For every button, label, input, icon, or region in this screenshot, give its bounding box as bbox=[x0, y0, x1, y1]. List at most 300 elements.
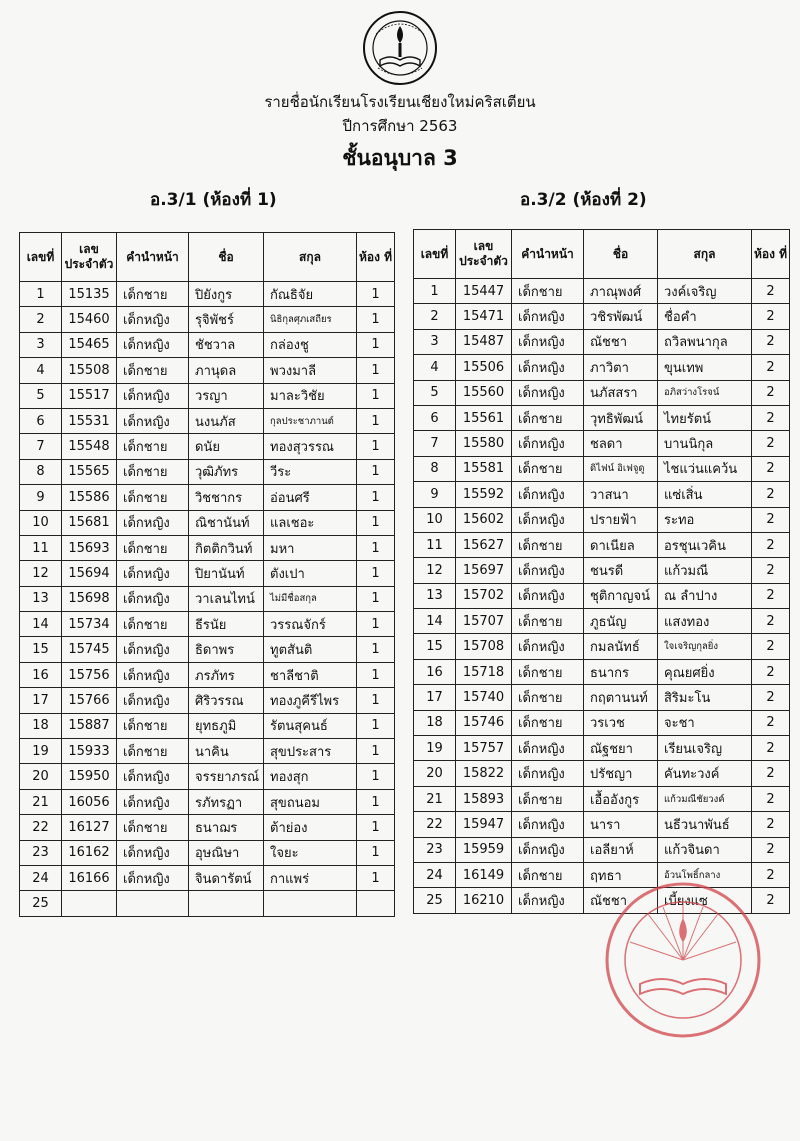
table-row bbox=[414, 786, 790, 811]
cell-id: 16149 bbox=[456, 862, 512, 887]
cell-no: 3 bbox=[414, 329, 456, 354]
cell-name: นงนภัส bbox=[189, 408, 264, 433]
col-no: เลขที่ bbox=[414, 230, 456, 279]
table-row bbox=[414, 685, 790, 710]
cell-prefix: เด็กหญิง bbox=[512, 431, 584, 456]
table-header-row bbox=[20, 233, 395, 282]
cell-name: ชัชวาล bbox=[189, 332, 264, 357]
cell-id: 16127 bbox=[62, 815, 117, 840]
cell-surname: กัณธิจัย bbox=[264, 282, 357, 307]
table-row bbox=[20, 662, 395, 687]
cell-room: 2 bbox=[752, 862, 790, 887]
cell-room: 1 bbox=[357, 307, 395, 332]
cell-no: 10 bbox=[414, 507, 456, 532]
cell-prefix bbox=[117, 891, 189, 916]
cell-id: 15602 bbox=[456, 507, 512, 532]
cell-prefix: เด็กชาย bbox=[117, 282, 189, 307]
cell-no: 22 bbox=[20, 815, 62, 840]
cell-no: 25 bbox=[414, 888, 456, 913]
cell-no: 18 bbox=[20, 713, 62, 738]
cell-name: ณัชชา bbox=[584, 888, 658, 913]
cell-prefix: เด็กหญิง bbox=[512, 812, 584, 837]
cell-surname: แก้วจินดา bbox=[658, 837, 752, 862]
cell-name: อุษณิษา bbox=[189, 840, 264, 865]
cell-room: 1 bbox=[357, 637, 395, 662]
cell-prefix: เด็กชาย bbox=[117, 815, 189, 840]
cell-no: 11 bbox=[414, 532, 456, 557]
cell-name: ภรภัทร bbox=[189, 662, 264, 687]
cell-room: 1 bbox=[357, 612, 395, 637]
cell-id: 16166 bbox=[62, 865, 117, 890]
col-surname: สกุล bbox=[658, 230, 752, 279]
cell-prefix: เด็กชาย bbox=[512, 405, 584, 430]
table-row bbox=[20, 891, 395, 916]
table-row bbox=[20, 434, 395, 459]
cell-name: เอลียาห์ bbox=[584, 837, 658, 862]
cell-room: 2 bbox=[752, 685, 790, 710]
cell-prefix: เด็กหญิง bbox=[512, 355, 584, 380]
cell-prefix: เด็กหญิง bbox=[117, 662, 189, 687]
cell-prefix: เด็กชาย bbox=[512, 532, 584, 557]
cell-surname: ไม่มีชื่อสกุล bbox=[264, 586, 357, 611]
cell-name: วรเวช bbox=[584, 710, 658, 735]
cell-no: 8 bbox=[414, 456, 456, 481]
cell-id: 15746 bbox=[456, 710, 512, 735]
table-row bbox=[20, 485, 395, 510]
cell-prefix: เด็กชาย bbox=[512, 786, 584, 811]
cell-surname: อ่อนศรี bbox=[264, 485, 357, 510]
academic-year: ปีการศึกษา 2563 bbox=[342, 117, 458, 135]
table-row bbox=[414, 837, 790, 862]
cell-name: ศิริวรรณ bbox=[189, 688, 264, 713]
cell-name: ชลดา bbox=[584, 431, 658, 456]
cell-surname: กุลประชาภานต์ bbox=[264, 408, 357, 433]
cell-prefix: เด็กหญิง bbox=[512, 736, 584, 761]
cell-surname: อรชุนเวคิน bbox=[658, 532, 752, 557]
cell-no: 14 bbox=[414, 609, 456, 634]
cell-prefix: เด็กชาย bbox=[512, 609, 584, 634]
cell-room: 2 bbox=[752, 431, 790, 456]
cell-name: ภานุดล bbox=[189, 358, 264, 383]
cell-prefix: เด็กชาย bbox=[117, 485, 189, 510]
cell-no: 3 bbox=[20, 332, 62, 357]
cell-no: 2 bbox=[20, 307, 62, 332]
cell-id: 15707 bbox=[456, 609, 512, 634]
cell-name: วชิรพัฒน์ bbox=[584, 304, 658, 329]
cell-name bbox=[189, 891, 264, 916]
cell-prefix: เด็กหญิง bbox=[512, 482, 584, 507]
cell-surname: อภิสว่างโรจน์ bbox=[658, 380, 752, 405]
cell-no: 6 bbox=[414, 405, 456, 430]
cell-name: วุทธิพัฒน์ bbox=[584, 405, 658, 430]
cell-room bbox=[357, 891, 395, 916]
cell-prefix: เด็กชาย bbox=[117, 434, 189, 459]
cell-id: 16162 bbox=[62, 840, 117, 865]
cell-prefix: เด็กหญิง bbox=[117, 383, 189, 408]
cell-prefix: เด็กหญิง bbox=[117, 510, 189, 535]
cell-prefix: เด็กหญิง bbox=[117, 865, 189, 890]
cell-id: 15135 bbox=[62, 282, 117, 307]
cell-prefix: เด็กชาย bbox=[512, 456, 584, 481]
cell-room: 2 bbox=[752, 405, 790, 430]
table-row bbox=[20, 408, 395, 433]
cell-no: 23 bbox=[414, 837, 456, 862]
table-row bbox=[414, 279, 790, 304]
cell-id: 15745 bbox=[62, 637, 117, 662]
cell-id: 15517 bbox=[62, 383, 117, 408]
cell-surname: ตังเปา bbox=[264, 561, 357, 586]
room1-title: อ.3/1 (ห้องที่ 1) bbox=[150, 190, 277, 210]
cell-no: 7 bbox=[20, 434, 62, 459]
cell-no: 10 bbox=[20, 510, 62, 535]
cell-room: 1 bbox=[357, 815, 395, 840]
cell-prefix: เด็กชาย bbox=[512, 685, 584, 710]
cell-room: 2 bbox=[752, 329, 790, 354]
cell-prefix: เด็กหญิง bbox=[117, 789, 189, 814]
cell-room: 2 bbox=[752, 482, 790, 507]
cell-surname: ระทอ bbox=[658, 507, 752, 532]
table-row bbox=[20, 764, 395, 789]
cell-room: 2 bbox=[752, 812, 790, 837]
cell-surname: พวงมาลี bbox=[264, 358, 357, 383]
cell-surname: มาละวิชัย bbox=[264, 383, 357, 408]
school-title: รายชื่อนักเรียนโรงเรียนเชียงใหม่คริสเตียน bbox=[264, 93, 536, 111]
col-name: ชื่อ bbox=[189, 233, 264, 282]
cell-prefix: เด็กหญิง bbox=[512, 583, 584, 608]
cell-prefix: เด็กหญิง bbox=[512, 761, 584, 786]
cell-surname: สุขถนอม bbox=[264, 789, 357, 814]
cell-room: 2 bbox=[752, 710, 790, 735]
table-row bbox=[20, 358, 395, 383]
cell-prefix: เด็กหญิง bbox=[117, 408, 189, 433]
cell-name: ณัชชา bbox=[584, 329, 658, 354]
cell-room: 1 bbox=[357, 713, 395, 738]
cell-name: ดิไฟน์ อิเฟจูดู bbox=[584, 456, 658, 481]
cell-id: 15694 bbox=[62, 561, 117, 586]
cell-no: 2 bbox=[414, 304, 456, 329]
table-header-row bbox=[414, 230, 790, 279]
cell-no: 18 bbox=[414, 710, 456, 735]
cell-id: 15950 bbox=[62, 764, 117, 789]
cell-prefix: เด็กชาย bbox=[117, 612, 189, 637]
cell-room: 1 bbox=[357, 383, 395, 408]
table-row bbox=[414, 405, 790, 430]
cell-prefix: เด็กหญิง bbox=[117, 688, 189, 713]
cell-surname: วงค์เจริญ bbox=[658, 279, 752, 304]
cell-prefix: เด็กชาย bbox=[512, 659, 584, 684]
table-row bbox=[414, 812, 790, 837]
cell-prefix: เด็กชาย bbox=[117, 535, 189, 560]
cell-no: 14 bbox=[20, 612, 62, 637]
table-row bbox=[20, 282, 395, 307]
cell-no: 15 bbox=[20, 637, 62, 662]
cell-surname: เบี้ยงแซ bbox=[658, 888, 752, 913]
cell-no: 21 bbox=[414, 786, 456, 811]
cell-no: 16 bbox=[414, 659, 456, 684]
cell-id: 15592 bbox=[456, 482, 512, 507]
cell-name: กฤตานนท์ bbox=[584, 685, 658, 710]
cell-surname: ใจเจริญกุลยิ่ง bbox=[658, 634, 752, 659]
cell-surname: คุณยศยิ่ง bbox=[658, 659, 752, 684]
cell-id: 15580 bbox=[456, 431, 512, 456]
cell-id: 15460 bbox=[62, 307, 117, 332]
table-row bbox=[414, 507, 790, 532]
table-row bbox=[20, 815, 395, 840]
cell-room: 1 bbox=[357, 459, 395, 484]
cell-no: 19 bbox=[20, 739, 62, 764]
cell-id: 15581 bbox=[456, 456, 512, 481]
cell-id: 15893 bbox=[456, 786, 512, 811]
table-row bbox=[414, 634, 790, 659]
cell-surname: เรียนเจริญ bbox=[658, 736, 752, 761]
cell-room: 2 bbox=[752, 761, 790, 786]
cell-id: 15506 bbox=[456, 355, 512, 380]
school-seal-icon bbox=[362, 10, 438, 86]
cell-no: 9 bbox=[414, 482, 456, 507]
col-name: ชื่อ bbox=[584, 230, 658, 279]
cell-room: 2 bbox=[752, 659, 790, 684]
cell-id: 15740 bbox=[456, 685, 512, 710]
cell-id: 15586 bbox=[62, 485, 117, 510]
cell-name: ธีรนัย bbox=[189, 612, 264, 637]
table-row bbox=[20, 535, 395, 560]
cell-name: วิชชากร bbox=[189, 485, 264, 510]
cell-name: ธนากร bbox=[584, 659, 658, 684]
school-stamp-icon bbox=[598, 880, 768, 1040]
cell-room: 2 bbox=[752, 304, 790, 329]
cell-name: ยุทธภูมิ bbox=[189, 713, 264, 738]
cell-no: 4 bbox=[414, 355, 456, 380]
cell-no: 12 bbox=[20, 561, 62, 586]
cell-prefix: เด็กหญิง bbox=[117, 840, 189, 865]
table-row bbox=[414, 431, 790, 456]
table-row bbox=[414, 380, 790, 405]
cell-no: 15 bbox=[414, 634, 456, 659]
cell-name: กมลนัทธ์ bbox=[584, 634, 658, 659]
cell-room: 1 bbox=[357, 865, 395, 890]
cell-room: 1 bbox=[357, 408, 395, 433]
cell-name: นภัสสรา bbox=[584, 380, 658, 405]
cell-prefix: เด็กชาย bbox=[512, 710, 584, 735]
cell-no: 16 bbox=[20, 662, 62, 687]
cell-name: ชุติกาญจน์ bbox=[584, 583, 658, 608]
cell-id: 15548 bbox=[62, 434, 117, 459]
cell-prefix: เด็กชาย bbox=[117, 358, 189, 383]
cell-room: 2 bbox=[752, 786, 790, 811]
cell-id: 15531 bbox=[62, 408, 117, 433]
cell-room: 1 bbox=[357, 764, 395, 789]
class-level: ชั้นอนุบาล 3 bbox=[342, 146, 458, 170]
cell-id: 15766 bbox=[62, 688, 117, 713]
cell-no: 21 bbox=[20, 789, 62, 814]
cell-no: 23 bbox=[20, 840, 62, 865]
cell-prefix: เด็กหญิง bbox=[512, 837, 584, 862]
table-row bbox=[20, 865, 395, 890]
cell-surname: ไชแว่นแคว้น bbox=[658, 456, 752, 481]
cell-room: 2 bbox=[752, 634, 790, 659]
table-row bbox=[20, 510, 395, 535]
cell-prefix: เด็กหญิง bbox=[512, 329, 584, 354]
cell-no: 20 bbox=[414, 761, 456, 786]
room2-table bbox=[413, 229, 790, 914]
cell-prefix: เด็กหญิง bbox=[117, 332, 189, 357]
cell-id: 15627 bbox=[456, 532, 512, 557]
cell-surname: ทองภูคีรีไพร bbox=[264, 688, 357, 713]
cell-id: 15718 bbox=[456, 659, 512, 684]
cell-no: 6 bbox=[20, 408, 62, 433]
cell-name: รภัทรฏา bbox=[189, 789, 264, 814]
cell-name: ดาเนียล bbox=[584, 532, 658, 557]
cell-no: 20 bbox=[20, 764, 62, 789]
cell-no: 13 bbox=[414, 583, 456, 608]
cell-id: 15465 bbox=[62, 332, 117, 357]
table-row bbox=[20, 332, 395, 357]
cell-surname: ถวิลพนากุล bbox=[658, 329, 752, 354]
cell-surname: รัตนสุคนธ์ bbox=[264, 713, 357, 738]
cell-surname: แสงทอง bbox=[658, 609, 752, 634]
table-row bbox=[414, 736, 790, 761]
cell-surname: ทองสุก bbox=[264, 764, 357, 789]
cell-id: 16210 bbox=[456, 888, 512, 913]
col-no: เลขที่ bbox=[20, 233, 62, 282]
cell-id: 15756 bbox=[62, 662, 117, 687]
col-id: เลข ประจำตัว bbox=[62, 233, 117, 282]
cell-no: 13 bbox=[20, 586, 62, 611]
cell-room: 2 bbox=[752, 532, 790, 557]
cell-name: วาสนา bbox=[584, 482, 658, 507]
cell-id: 15757 bbox=[456, 736, 512, 761]
cell-name: ภูธนัญ bbox=[584, 609, 658, 634]
table-row bbox=[20, 840, 395, 865]
table-row bbox=[414, 558, 790, 583]
cell-room: 2 bbox=[752, 837, 790, 862]
cell-no: 5 bbox=[414, 380, 456, 405]
cell-room: 1 bbox=[357, 485, 395, 510]
cell-room: 1 bbox=[357, 332, 395, 357]
cell-room: 1 bbox=[357, 586, 395, 611]
cell-id: 15508 bbox=[62, 358, 117, 383]
cell-prefix: เด็กหญิง bbox=[512, 304, 584, 329]
table-row bbox=[414, 482, 790, 507]
col-room: ห้อง ที่ bbox=[357, 233, 395, 282]
table-row bbox=[414, 329, 790, 354]
col-id: เลข ประจำตัว bbox=[456, 230, 512, 279]
cell-surname: แก้วมณีชัยวงค์ bbox=[658, 786, 752, 811]
cell-id: 15947 bbox=[456, 812, 512, 837]
table-row bbox=[414, 304, 790, 329]
cell-no: 4 bbox=[20, 358, 62, 383]
cell-surname: สิริมะโน bbox=[658, 685, 752, 710]
cell-name: วุฒิภัทร bbox=[189, 459, 264, 484]
cell-name: จรรยาภรณ์ bbox=[189, 764, 264, 789]
cell-surname: วีระ bbox=[264, 459, 357, 484]
cell-name: รุจิพัชร์ bbox=[189, 307, 264, 332]
cell-room: 1 bbox=[357, 688, 395, 713]
cell-room: 1 bbox=[357, 434, 395, 459]
cell-surname: สุขประสาร bbox=[264, 739, 357, 764]
cell-name: ดนัย bbox=[189, 434, 264, 459]
cell-surname: กาแพร่ bbox=[264, 865, 357, 890]
cell-surname: จะชา bbox=[658, 710, 752, 735]
cell-name: วาเลนไทน์ bbox=[189, 586, 264, 611]
table-row bbox=[414, 609, 790, 634]
cell-no: 24 bbox=[414, 862, 456, 887]
cell-no: 5 bbox=[20, 383, 62, 408]
cell-room: 1 bbox=[357, 840, 395, 865]
cell-prefix: เด็กหญิง bbox=[117, 586, 189, 611]
table-row bbox=[414, 532, 790, 557]
cell-id: 15560 bbox=[456, 380, 512, 405]
cell-room: 1 bbox=[357, 535, 395, 560]
table-row bbox=[20, 612, 395, 637]
cell-name: ธิดาพร bbox=[189, 637, 264, 662]
cell-id: 15822 bbox=[456, 761, 512, 786]
col-room: ห้อง ที่ bbox=[752, 230, 790, 279]
cell-name: เอื้ออังกูร bbox=[584, 786, 658, 811]
cell-surname: บานนิกุล bbox=[658, 431, 752, 456]
cell-name: ณัฐชยา bbox=[584, 736, 658, 761]
table-row bbox=[414, 355, 790, 380]
cell-surname: ต้าย่อง bbox=[264, 815, 357, 840]
cell-name: ภาวิตา bbox=[584, 355, 658, 380]
cell-id: 16056 bbox=[62, 789, 117, 814]
cell-surname: มหา bbox=[264, 535, 357, 560]
col-prefix: คำนำหน้า bbox=[512, 230, 584, 279]
cell-room: 2 bbox=[752, 888, 790, 913]
cell-name: กิตติกวินท์ bbox=[189, 535, 264, 560]
cell-prefix: เด็กชาย bbox=[117, 459, 189, 484]
cell-no: 17 bbox=[20, 688, 62, 713]
cell-prefix: เด็กหญิง bbox=[512, 888, 584, 913]
cell-id: 15487 bbox=[456, 329, 512, 354]
table-row bbox=[414, 761, 790, 786]
cell-surname: กล่องชู bbox=[264, 332, 357, 357]
cell-no: 17 bbox=[414, 685, 456, 710]
cell-room: 1 bbox=[357, 662, 395, 687]
cell-surname: ขุนเทพ bbox=[658, 355, 752, 380]
cell-name: ธนาฌร bbox=[189, 815, 264, 840]
cell-id: 15565 bbox=[62, 459, 117, 484]
cell-room: 2 bbox=[752, 583, 790, 608]
cell-surname: แก้วมณี bbox=[658, 558, 752, 583]
cell-prefix: เด็กชาย bbox=[512, 279, 584, 304]
cell-name: ปิยานันท์ bbox=[189, 561, 264, 586]
cell-no: 11 bbox=[20, 535, 62, 560]
room1-table bbox=[19, 232, 395, 917]
cell-id: 15887 bbox=[62, 713, 117, 738]
cell-surname: ไทยรัตน์ bbox=[658, 405, 752, 430]
cell-surname: ทูตสันติ bbox=[264, 637, 357, 662]
cell-room: 2 bbox=[752, 558, 790, 583]
cell-room: 1 bbox=[357, 358, 395, 383]
cell-no: 24 bbox=[20, 865, 62, 890]
cell-name: ณิชานันท์ bbox=[189, 510, 264, 535]
cell-room: 2 bbox=[752, 507, 790, 532]
table-row bbox=[20, 307, 395, 332]
cell-id: 15708 bbox=[456, 634, 512, 659]
cell-room: 1 bbox=[357, 282, 395, 307]
cell-name: ฤทธา bbox=[584, 862, 658, 887]
cell-prefix: เด็กหญิง bbox=[117, 561, 189, 586]
cell-surname: แซ่เสิ่น bbox=[658, 482, 752, 507]
cell-name: ชนรดี bbox=[584, 558, 658, 583]
cell-surname bbox=[264, 891, 357, 916]
table-row bbox=[20, 688, 395, 713]
cell-prefix: เด็กชาย bbox=[512, 862, 584, 887]
table-row bbox=[20, 739, 395, 764]
cell-room: 1 bbox=[357, 789, 395, 814]
table-row bbox=[20, 561, 395, 586]
